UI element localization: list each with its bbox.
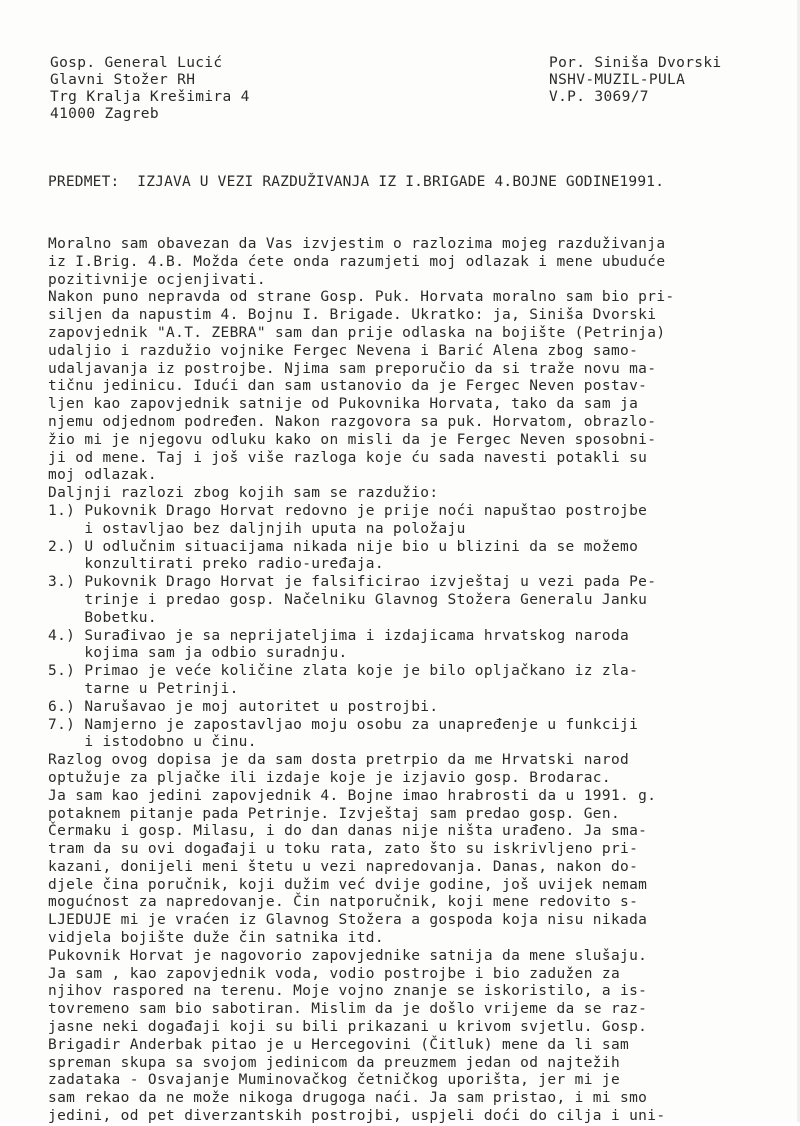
body-line: tram da su ovi događaji u toku rata, zato što su iskrivljeno pri- — [48, 841, 639, 858]
recipient-line: 41000 Zagreb — [50, 106, 159, 122]
body-line: Ja sam kao jedini zapovjednik 4. Bojne imao hrabrosti da u 1991. g. — [48, 787, 657, 804]
body-line: njemu odjednom podređen. Nakon razgovora sa puk. Horvatom, obrazlo- — [48, 413, 657, 430]
body-line: ljen kao zapovjednik satnije od Pukovnika Horvata, tako da sam ja — [48, 396, 639, 413]
list-item: 2.) U odlučnim situacijama nikada nije bio u blizini da se možemo — [48, 538, 639, 555]
body-line: Daljnji razlozi zbog kojih sam se razdužio: — [48, 485, 439, 502]
body-line: potaknem pitanje pada Petrinje. Izvještaj sam predao gosp. Gen. — [48, 805, 621, 822]
body-line: Nakon puno nepravda od strane Gosp. Puk. Horvata moralno sam bio pri- — [48, 289, 675, 306]
body-line: sam rekao da ne može nikoga drugoga naći. Ja sam pristao, i mi smo — [48, 1090, 648, 1107]
body-line: udaljavanja iz postrojbe. Njima sam preporučio da si traže novu ma- — [48, 360, 657, 377]
letter-body — [48, 236, 675, 1126]
body-line: djele čina poručnik, koji dužim već dvije godine, još uvijek nemam — [48, 876, 648, 893]
sender-address — [549, 55, 722, 106]
body-line: optužuje za pljačke ili izdaje koje je izjavio gosp. Brodarac. — [48, 769, 611, 786]
body-line: jasne neki događaji koji su bili prikazani u krivom svjetlu. Gosp. — [48, 1019, 648, 1036]
body-line: ji od mene. Taj i još više razloga koje ću sada navesti potakli su — [48, 449, 648, 466]
body-line: Čermaku i gosp. Milasu, i do dan danas nije ništa urađeno. Ja sma- — [48, 823, 648, 840]
sender-line: V.P. 3069/7 — [549, 89, 649, 105]
list-item-continuation: i istodobno u činu. — [48, 734, 257, 751]
body-line: njihov raspored na terenu. Moje vojno znanje se iskoristilo, a is- — [48, 983, 648, 1000]
subject-line: PREDMET: IZJAVA U VEZI RAZDUŽIVANJA IZ I.BRIGADE 4.BOJNE GODINE1991. — [48, 174, 665, 190]
body-line: zapovjednik "A.T. ZEBRA" sam dan prije odlaska na bojište (Petrinja) — [48, 324, 666, 341]
list-item-continuation: tarne u Petrinji. — [48, 680, 239, 697]
body-line: tovremeno sam bio sabotiran. Mislim da je došlo vrijeme da se raz- — [48, 1001, 648, 1018]
list-item: 3.) Pukovnik Drago Horvat je falsificirao izvještaj u vezi pada Pe- — [48, 574, 657, 591]
body-line: zadataka - Osvajanje Muminovačkog četničkog uporišta, jer mi je — [48, 1072, 621, 1089]
body-line: tičnu jedinicu. Idući dan sam ustanovio da je Fergec Neven postav- — [48, 378, 648, 395]
body-line: Ja sam , kao zapovjednik voda, vodio postrojbe i bio zadužen za — [48, 965, 621, 982]
list-item-continuation: i ostavljao bez daljnjih uputa na položaju — [48, 520, 466, 537]
body-line: moj odlazak. — [48, 467, 157, 484]
body-line: siljen da napustim 4. Bojnu I. Brigade. Ukratko: ja, Siniša Dvorski — [48, 307, 657, 324]
recipient-address — [50, 55, 250, 123]
list-item: 4.) Surađivao je sa neprijateljima i izdajicama hrvatskog naroda — [48, 627, 630, 644]
list-item: 7.) Namjerno je zapostavljao moju osobu za unapređenje u funkciji — [48, 716, 639, 733]
list-item: 6.) Narušavao je moj autoritet u postrojbi. — [48, 698, 439, 715]
list-item-continuation: Bobetku. — [48, 609, 157, 626]
body-line: udaljio i razdužio vojnike Fergec Nevena i Barić Alena zbog samo- — [48, 342, 639, 359]
list-item-continuation: kojima sam ja odbio suradnju. — [48, 645, 348, 662]
body-line: vidjela bojište duže čin satnika itd. — [48, 930, 384, 947]
list-item: 1.) Pukovnik Drago Horvat redovno je prije noći napuštao postrojbe — [48, 502, 648, 519]
body-line: Moralno sam obavezan da Vas izvjestim o razlozima mojeg razduživanja — [48, 236, 666, 252]
sender-line: Por. Siniša Dvorski — [549, 55, 722, 71]
body-line: kazani, donijeli meni štetu u vezi napredovanja. Danas, nakon do- — [48, 858, 639, 875]
body-line: Pukovnik Horvat je nagovorio zapovjednike satnija da mene slušaju. — [48, 947, 648, 964]
body-line: LJEDUJE mi je vraćen iz Glavnog Stožera a gospoda koja nisu nikada — [48, 912, 648, 929]
list-item-continuation: konzultirati preko radio-uređaja. — [48, 556, 384, 573]
body-line: jedini, od pet diverzantskih postrojbi, uspjeli doći do cilja i uni- — [48, 1108, 666, 1125]
body-line: Brigadir Anderbak pitao je u Hercegovini (Čitluk) mene da li sam — [48, 1036, 630, 1053]
recipient-line: Gosp. General Lucić — [50, 55, 223, 71]
sender-line: NSHV-MUZIL-PULA — [549, 72, 686, 88]
body-line: iz I.Brig. 4.B. Možda ćete onda razumjeti moj odlazak i mene ubuduće — [48, 253, 666, 270]
body-line: žio mi je njegovu odluku kako on misli da je Fergec Neven sposobni- — [48, 431, 657, 448]
recipient-line: Glavni Stožer RH — [50, 72, 196, 88]
body-line: mogućnost za napredovanje. Čin natporučnik, koji mene redovito s- — [48, 894, 639, 911]
body-line: spreman skupa sa svojom jedinicom da preuzmem jedan od najtežih — [48, 1054, 621, 1071]
list-item: 5.) Primao je veće količine zlata koje je bilo opljačkano iz zla- — [48, 663, 639, 680]
body-line: Razlog ovog dopisa je da sam dosta pretrpio da me Hrvatski narod — [48, 752, 630, 769]
body-line: pozitivnije ocjenjivati. — [48, 271, 266, 288]
list-item-continuation: trinje i predao gosp. Načelniku Glavnog Stožera Generalu Janku — [48, 591, 648, 608]
recipient-line: Trg Kralja Krešimira 4 — [50, 89, 250, 105]
